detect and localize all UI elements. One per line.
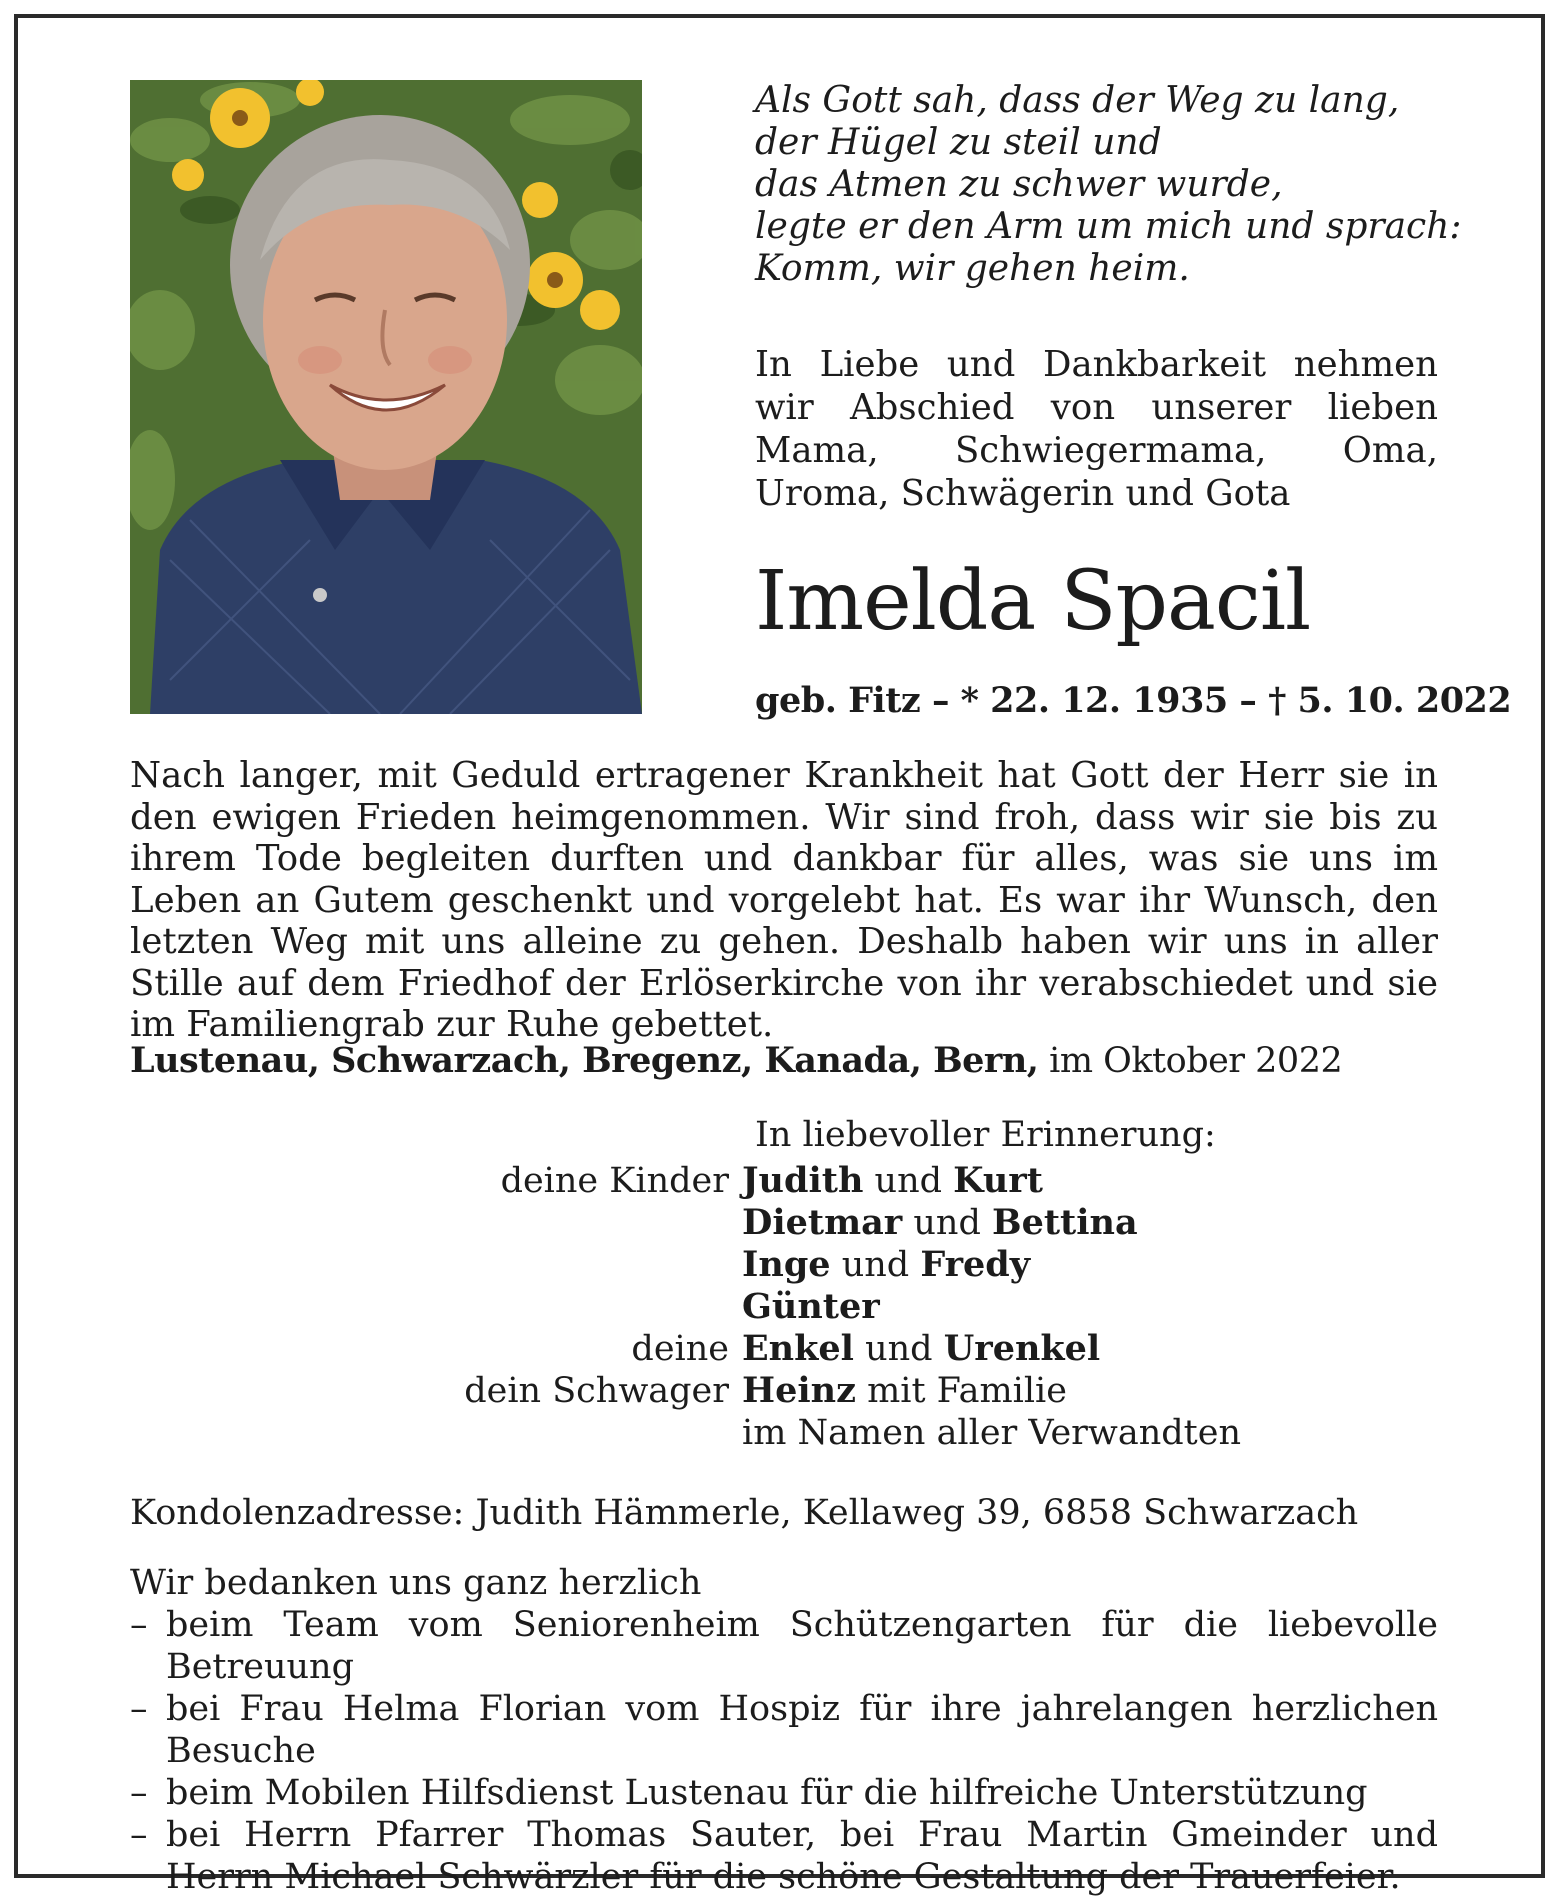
- mourner-row: [130, 1286, 1438, 1328]
- mourner-row: [130, 1160, 1438, 1202]
- thanks-item-text: beim Team vom Seniorenheim Schützengarten für die liebevolle Betreuung: [166, 1605, 1438, 1687]
- mourner-name: Urenkel: [943, 1328, 1101, 1369]
- mourner-conj: mit Familie: [867, 1371, 1067, 1411]
- farewell-text: In Liebe und Dankbarkeit nehmen wir Abschied von unserer lieben Mama, Schwiegermama, Oma, Uroma, Schwägerin und Gota: [755, 344, 1438, 514]
- remembrance-heading: In liebevoller Erinnerung:: [755, 1115, 1216, 1155]
- obituary-body: Nach langer, mit Geduld ertragener Krankheit hat Gott der Herr sie in den ewigen Frieden heimgenommen. Wir sind froh, dass wir sie bis zu ihrem Tode begleiten durften und dankbar für alles, was sie uns im Leben an Gutem geschenkt und vorgelebt hat. Es war ihr Wunsch, den letzten Weg mit uns alleine zu gehen. Deshalb haben wir uns in aller Stille auf dem Friedhof der Erlöserkirche von ihr verabschiedet und sie im Familiengrab zur Ruhe gebettet.: [130, 755, 1438, 1045]
- thanks-intro: Wir bedanken uns ganz herzlich: [130, 1563, 702, 1603]
- mourner-label: deine Kinder: [500, 1161, 729, 1201]
- dash-bullet: –: [130, 1815, 148, 1855]
- thanks-item: [130, 1814, 1438, 1898]
- mourner-name: Judith: [742, 1160, 864, 1201]
- mourner-label: [130, 1286, 742, 1328]
- dash-bullet: –: [130, 1773, 148, 1813]
- mourner-conj: und: [874, 1161, 943, 1201]
- mourner-conj: und: [841, 1245, 910, 1285]
- mourner-conj: und: [913, 1203, 981, 1243]
- mourner-label: [130, 1412, 742, 1454]
- portrait-photo-icon: [130, 80, 642, 714]
- thanks-item-text: bei Frau Helma Florian vom Hospiz für ihre jahrelangen herzlichen Besuche: [166, 1689, 1438, 1771]
- places-date: im Oktober 2022: [1049, 1041, 1343, 1081]
- mourner-name: Enkel: [742, 1328, 854, 1369]
- condolence-address: Kondolenzadresse: Judith Hämmerle, Kellaweg 39, 6858 Schwarzach: [130, 1493, 1359, 1533]
- mourner-row: [130, 1202, 1438, 1244]
- birth-death-dates: geb. Fitz – * 22. 12. 1935 – † 5. 10. 2022: [755, 680, 1512, 721]
- mourner-name: Bettina: [992, 1202, 1138, 1243]
- mourner-label: deine: [631, 1329, 729, 1369]
- mourner-name: Dietmar: [742, 1202, 903, 1243]
- mourner-name: Heinz: [742, 1370, 856, 1411]
- mourner-row: [130, 1412, 1438, 1454]
- dash-bullet: –: [130, 1689, 148, 1729]
- thanks-item-text: beim Mobilen Hilfsdienst Lustenau für die hilfreiche Unterstützung: [166, 1773, 1368, 1813]
- mourner-label: [130, 1244, 742, 1286]
- mourner-name: Fredy: [920, 1244, 1031, 1285]
- dash-bullet: –: [130, 1605, 148, 1645]
- mourner-label: dein Schwager: [464, 1371, 729, 1411]
- mourner-name: Günter: [742, 1286, 880, 1327]
- mourner-row: [130, 1370, 1438, 1412]
- deceased-name: Imelda Spacil: [755, 554, 1311, 649]
- poem: Als Gott sah, dass der Weg zu lang, der Hügel zu steil und das Atmen zu schwer wurde, legte er den Arm um mich und sprach: Komm, wir gehen heim.: [755, 80, 1462, 289]
- mourner-conj: im Namen aller Verwandten: [742, 1413, 1241, 1453]
- thanks-list: [130, 1604, 1438, 1898]
- thanks-item: [130, 1772, 1438, 1814]
- mourner-label: [130, 1202, 742, 1244]
- thanks-item: [130, 1604, 1438, 1688]
- mourner-row: [130, 1244, 1438, 1286]
- mourner-conj: und: [865, 1329, 933, 1369]
- portrait-photo: [130, 80, 642, 714]
- places-locations: Lustenau, Schwarzach, Bregenz, Kanada, Bern,: [130, 1040, 1039, 1081]
- places-line: [130, 1040, 1342, 1081]
- mourner-name: Kurt: [953, 1160, 1043, 1201]
- thanks-item: [130, 1688, 1438, 1772]
- mourners-list: [130, 1160, 1438, 1454]
- mourner-name: Inge: [742, 1244, 831, 1285]
- thanks-item-text: bei Herrn Pfarrer Thomas Sauter, bei Frau Martin Gmeinder und Herrn Michael Schwärzler für die schöne Gestaltung der Trauerfeier.: [166, 1815, 1438, 1897]
- mourner-row: [130, 1328, 1438, 1370]
